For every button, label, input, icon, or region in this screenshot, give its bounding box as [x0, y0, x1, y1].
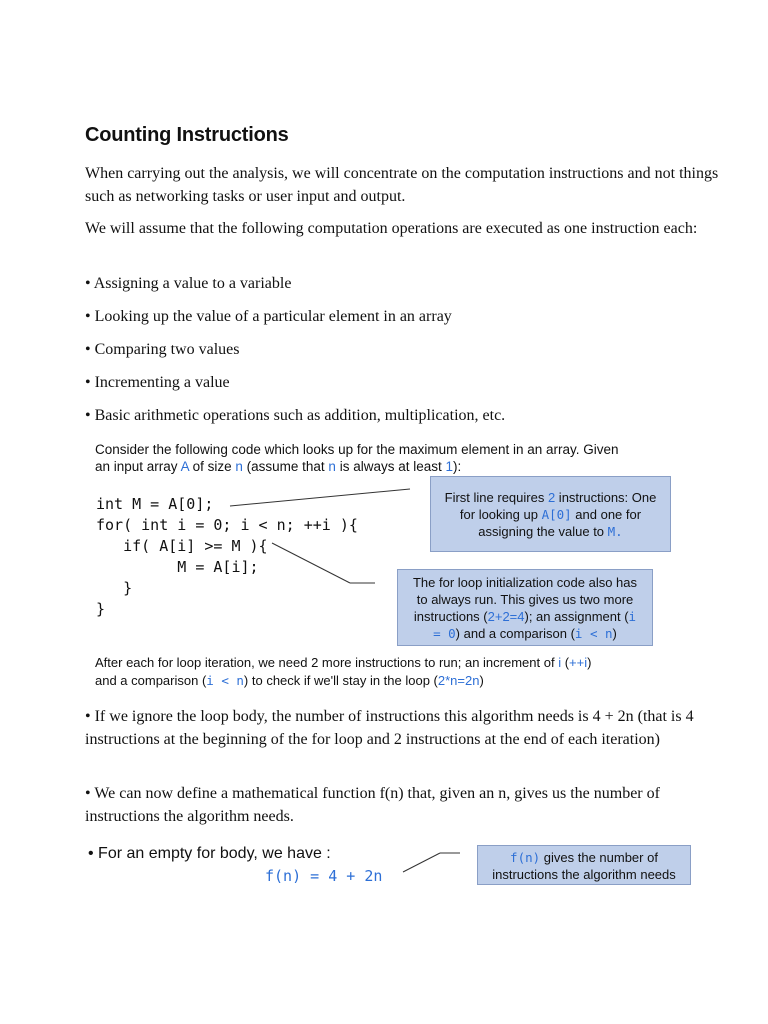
paragraph-loop-count: • If we ignore the loop body, the number of instructions this algorithm needs is 4 + 2n (that is 4 instructions at the beginning of the for loop and 2 instructions at the end of each iteration)	[85, 708, 694, 748]
callout-loop-init: The for loop initialization code also has to always run. This gives us two more instructions (2+2=4); an assignment (i = 0) and a comparison (i < n)	[397, 569, 653, 646]
code-line-4: M = A[i];	[96, 558, 259, 576]
figure-after-line2: and a comparison (i < n) to check if we'll stay in the loop (2*n=2n)	[95, 673, 484, 688]
page-title: Counting Instructions	[85, 124, 289, 146]
list-item: • Incrementing a value	[85, 374, 230, 391]
code-line-3: if( A[i] >= M ){	[96, 537, 268, 555]
list-item: • Basic arithmetic operations such as addition, multiplication, etc.	[85, 407, 506, 424]
list-item: • Looking up the value of a particular element in an array	[85, 308, 452, 325]
figure-intro-line2: an input array A of size n (assume that n is always at least 1):	[95, 459, 462, 474]
figure-intro-line1: Consider the following code which looks up for the maximum element in an array. Given	[95, 442, 619, 457]
code-line-2: for( int i = 0; i < n; ++i ){	[96, 516, 358, 534]
callout-function: f(n) gives the number of instructions the algorithm needs	[477, 845, 691, 885]
code-line-1: int M = A[0];	[96, 495, 214, 513]
figure-after-line1: After each for loop iteration, we need 2 more instructions to run; an increment of i (++i)	[95, 655, 592, 670]
code-line-6: }	[96, 600, 106, 618]
formula: f(n) = 4 + 2n	[265, 867, 383, 885]
list-item: • Comparing two values	[85, 341, 240, 358]
paragraph-assumption: We will assume that the following computation operations are executed as one instruction each:	[85, 220, 698, 237]
paragraph-intro: When carrying out the analysis, we will concentrate on the computation instructions and not things such as networking tasks or user input and output.	[85, 165, 719, 205]
callout-first-line: First line requires 2 instructions: One for looking up A[0] and one for assigning the value to M.	[430, 476, 671, 552]
paragraph-function-definition: • We can now define a mathematical function f(n) that, given an n, gives us the number of instructions the algorithm needs.	[85, 785, 660, 825]
code-line-5: }	[96, 579, 133, 597]
list-item: • Assigning a value to a variable	[85, 275, 292, 292]
empty-body-line: • For an empty for body, we have :	[88, 845, 331, 862]
